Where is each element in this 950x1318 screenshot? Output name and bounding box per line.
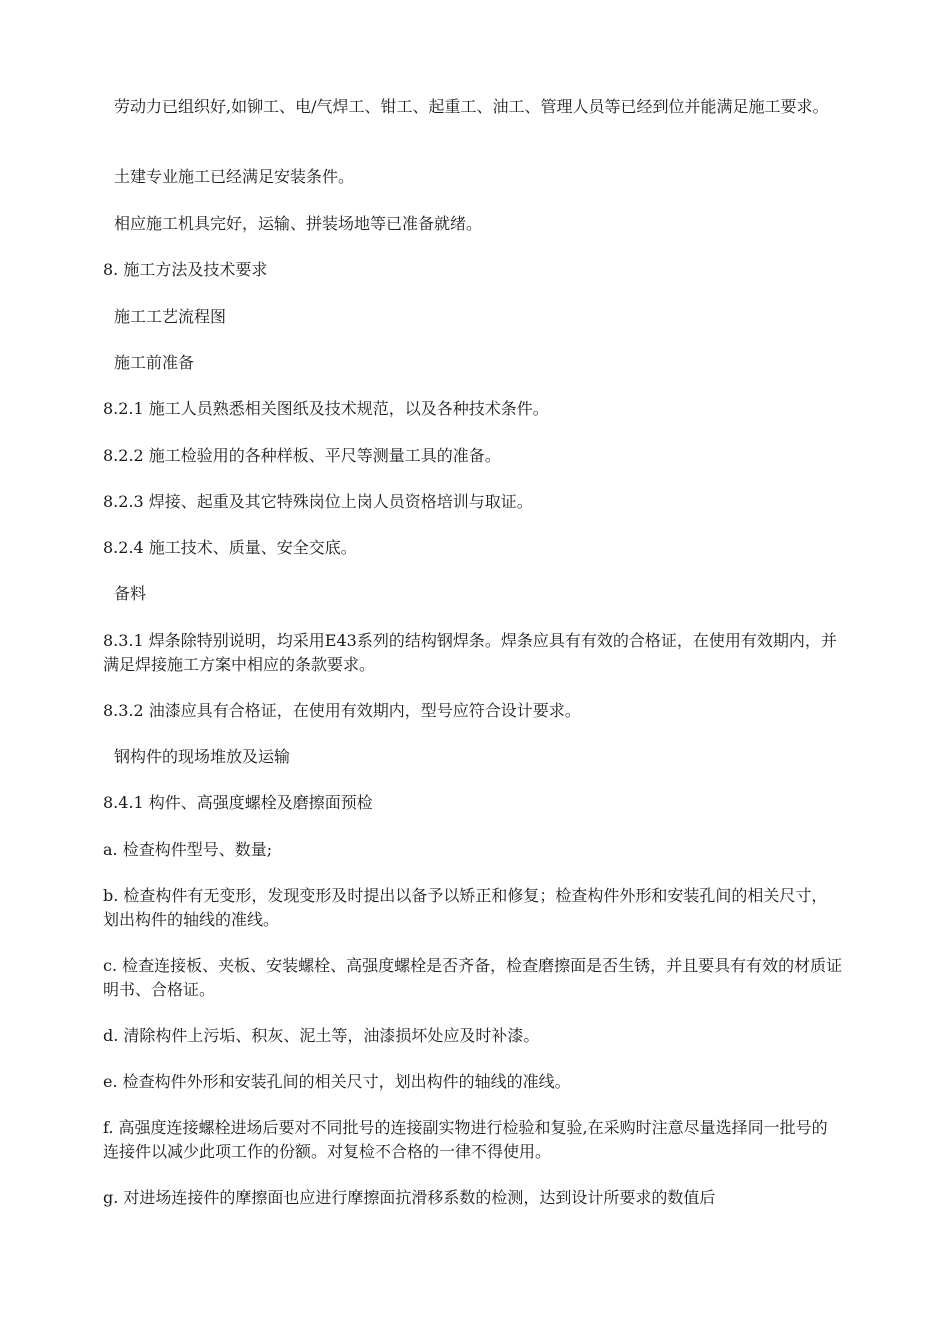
item-8-2-2: 8.2.2 施工检验用的各种样板、平尺等测量工具的准备。 (103, 446, 501, 465)
subheading-materials: 备料 (114, 584, 147, 603)
list-item-c: c. 检查连接板、夹板、安装螺栓、高强度螺栓是否齐备，检查磨擦面是否生锈，并且要具有有效的材质证明书、合格证。 (103, 956, 843, 999)
item-8-4-1: 8.4.1 构件、高强度螺栓及磨擦面预检 (103, 793, 373, 812)
item-8-3-1: 8.3.1 焊条除特别说明，均采用E43系列的结构钢焊条。焊条应具有有效的合格证，在使用有效期内，并满足焊接施工方案中相应的条款要求。 (103, 631, 837, 674)
paragraph-machinery: 相应施工机具完好，运输、拼装场地等已准备就绪。 (114, 214, 483, 233)
list-item-d: d. 清除构件上污垢、积灰、泥土等，油漆损坏处应及时补漆。 (103, 1026, 540, 1045)
list-item-g: g. 对进场连接件的摩擦面也应进行摩擦面抗滑移系数的检测，达到设计所要求的数值后 (103, 1188, 716, 1207)
list-item-f: f. 高强度连接螺栓进场后要对不同批号的连接副实物进行检验和复验,在采购时注意尽量选择同一批号的连接件以减少此项工作的份额。对复检不合格的一律不得使用。 (103, 1118, 828, 1161)
item-8-2-4: 8.2.4 施工技术、质量、安全交底。 (103, 538, 357, 557)
item-8-2-1: 8.2.1 施工人员熟悉相关图纸及技术规范，以及各种技术条件。 (103, 399, 549, 418)
section-heading-8: 8. 施工方法及技术要求 (103, 260, 268, 279)
list-item-e: e. 检查构件外形和安装孔间的相关尺寸，划出构件的轴线的准线。 (103, 1072, 571, 1091)
subheading-preparation: 施工前准备 (114, 353, 195, 372)
list-item-a: a. 检查构件型号、数量; (103, 840, 273, 859)
subheading-storage-transport: 钢构件的现场堆放及运输 (114, 747, 291, 766)
paragraph-civil-conditions: 土建专业施工已经满足安装条件。 (114, 167, 355, 186)
subheading-process-flow: 施工工艺流程图 (114, 307, 227, 326)
paragraph-labor: 劳动力已组织好,如铆工、电/气焊工、钳工、起重工、油工、管理人员等已经到位并能满足施工要求。 (114, 97, 829, 116)
list-item-b: b. 检查构件有无变形，发现变形及时提出以备予以矫正和修复；检查构件外形和安装孔间的相关尺寸，划出构件的轴线的准线。 (103, 886, 828, 929)
item-8-3-2: 8.3.2 油漆应具有合格证，在使用有效期内，型号应符合设计要求。 (103, 701, 581, 720)
item-8-2-3: 8.2.3 焊接、起重及其它特殊岗位上岗人员资格培训与取证。 (103, 492, 533, 511)
